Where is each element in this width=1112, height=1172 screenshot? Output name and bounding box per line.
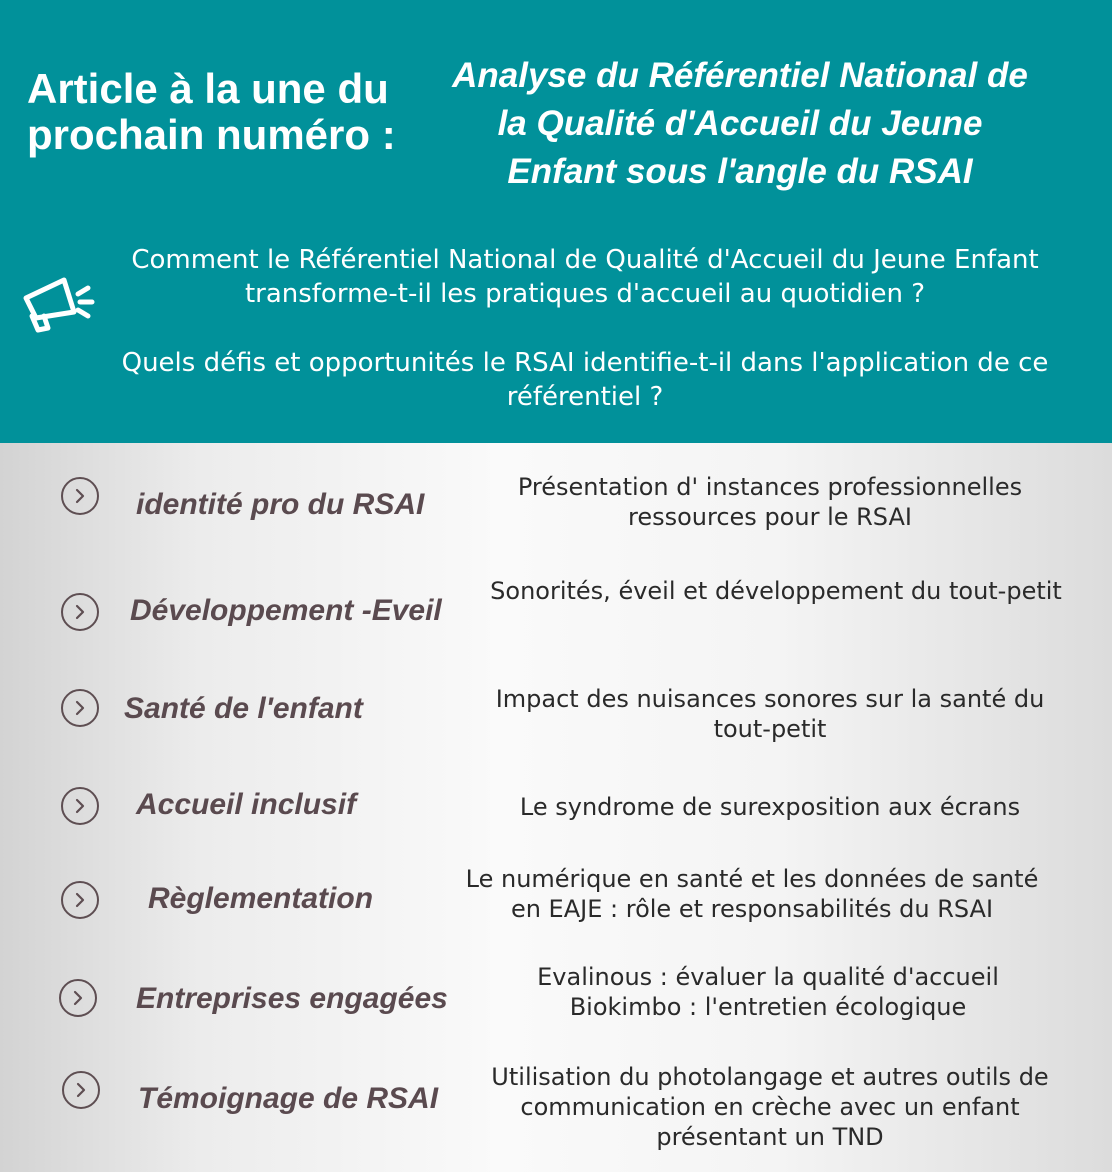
topic-description: Utilisation du photolangage et autres outils de communication en crèche avec un enfant présentant un TND <box>491 1063 1049 1151</box>
chevron-right-circle-icon <box>61 689 99 727</box>
topic-description: Impact des nuisances sonores sur la santé du tout-petit <box>495 685 1045 743</box>
topic-description: Présentation d' instances professionnelles ressources pour le RSAI <box>517 473 1023 531</box>
topic-label: Entreprises engagées <box>136 982 448 1015</box>
chevron-right-circle-icon <box>61 787 99 825</box>
topic-label: Témoignage de RSAI <box>138 1082 439 1115</box>
topic-description: Le syndrome de surexposition aux écrans <box>519 793 1021 821</box>
chevron-right-circle-icon <box>59 979 97 1017</box>
topic-description: Sonorités, éveil et développement du tout-petit <box>490 577 1062 605</box>
question-1: Comment le Référentiel National de Qualité d'Accueil du Jeune Enfant transforme-t-il les pratiques d'accueil au quotidien ? <box>131 245 1039 309</box>
chevron-right-circle-icon <box>61 477 99 515</box>
megaphone-icon <box>18 272 98 336</box>
chevron-right-circle-icon <box>61 881 99 919</box>
topic-description: Evalinous : évaluer la qualité d'accueil Biokimbo : l'entretien écologique <box>537 963 999 1021</box>
headline-title: Analyse du Référentiel National de la Qualité d'Accueil du Jeune Enfant sous l'angle du RSAI <box>452 56 1028 191</box>
header-banner <box>0 0 1112 443</box>
topic-label: Santé de l'enfant <box>124 692 363 725</box>
chevron-right-circle-icon <box>61 593 99 631</box>
topic-label: identité pro du RSAI <box>136 488 425 521</box>
kicker-title: Article à la une du prochain numéro : <box>27 65 396 158</box>
topic-label: Développement -Eveil <box>130 594 442 627</box>
question-2: Quels défis et opportunités le RSAI identifie-t-il dans l'application de ce référentiel ? <box>121 348 1049 412</box>
topic-label: Règlementation <box>148 882 374 915</box>
chevron-right-circle-icon <box>62 1071 100 1109</box>
topic-label: Accueil inclusif <box>136 788 357 821</box>
topic-description: Le numérique en santé et les données de santé en EAJE : rôle et responsabilités du RSAI <box>465 865 1039 923</box>
